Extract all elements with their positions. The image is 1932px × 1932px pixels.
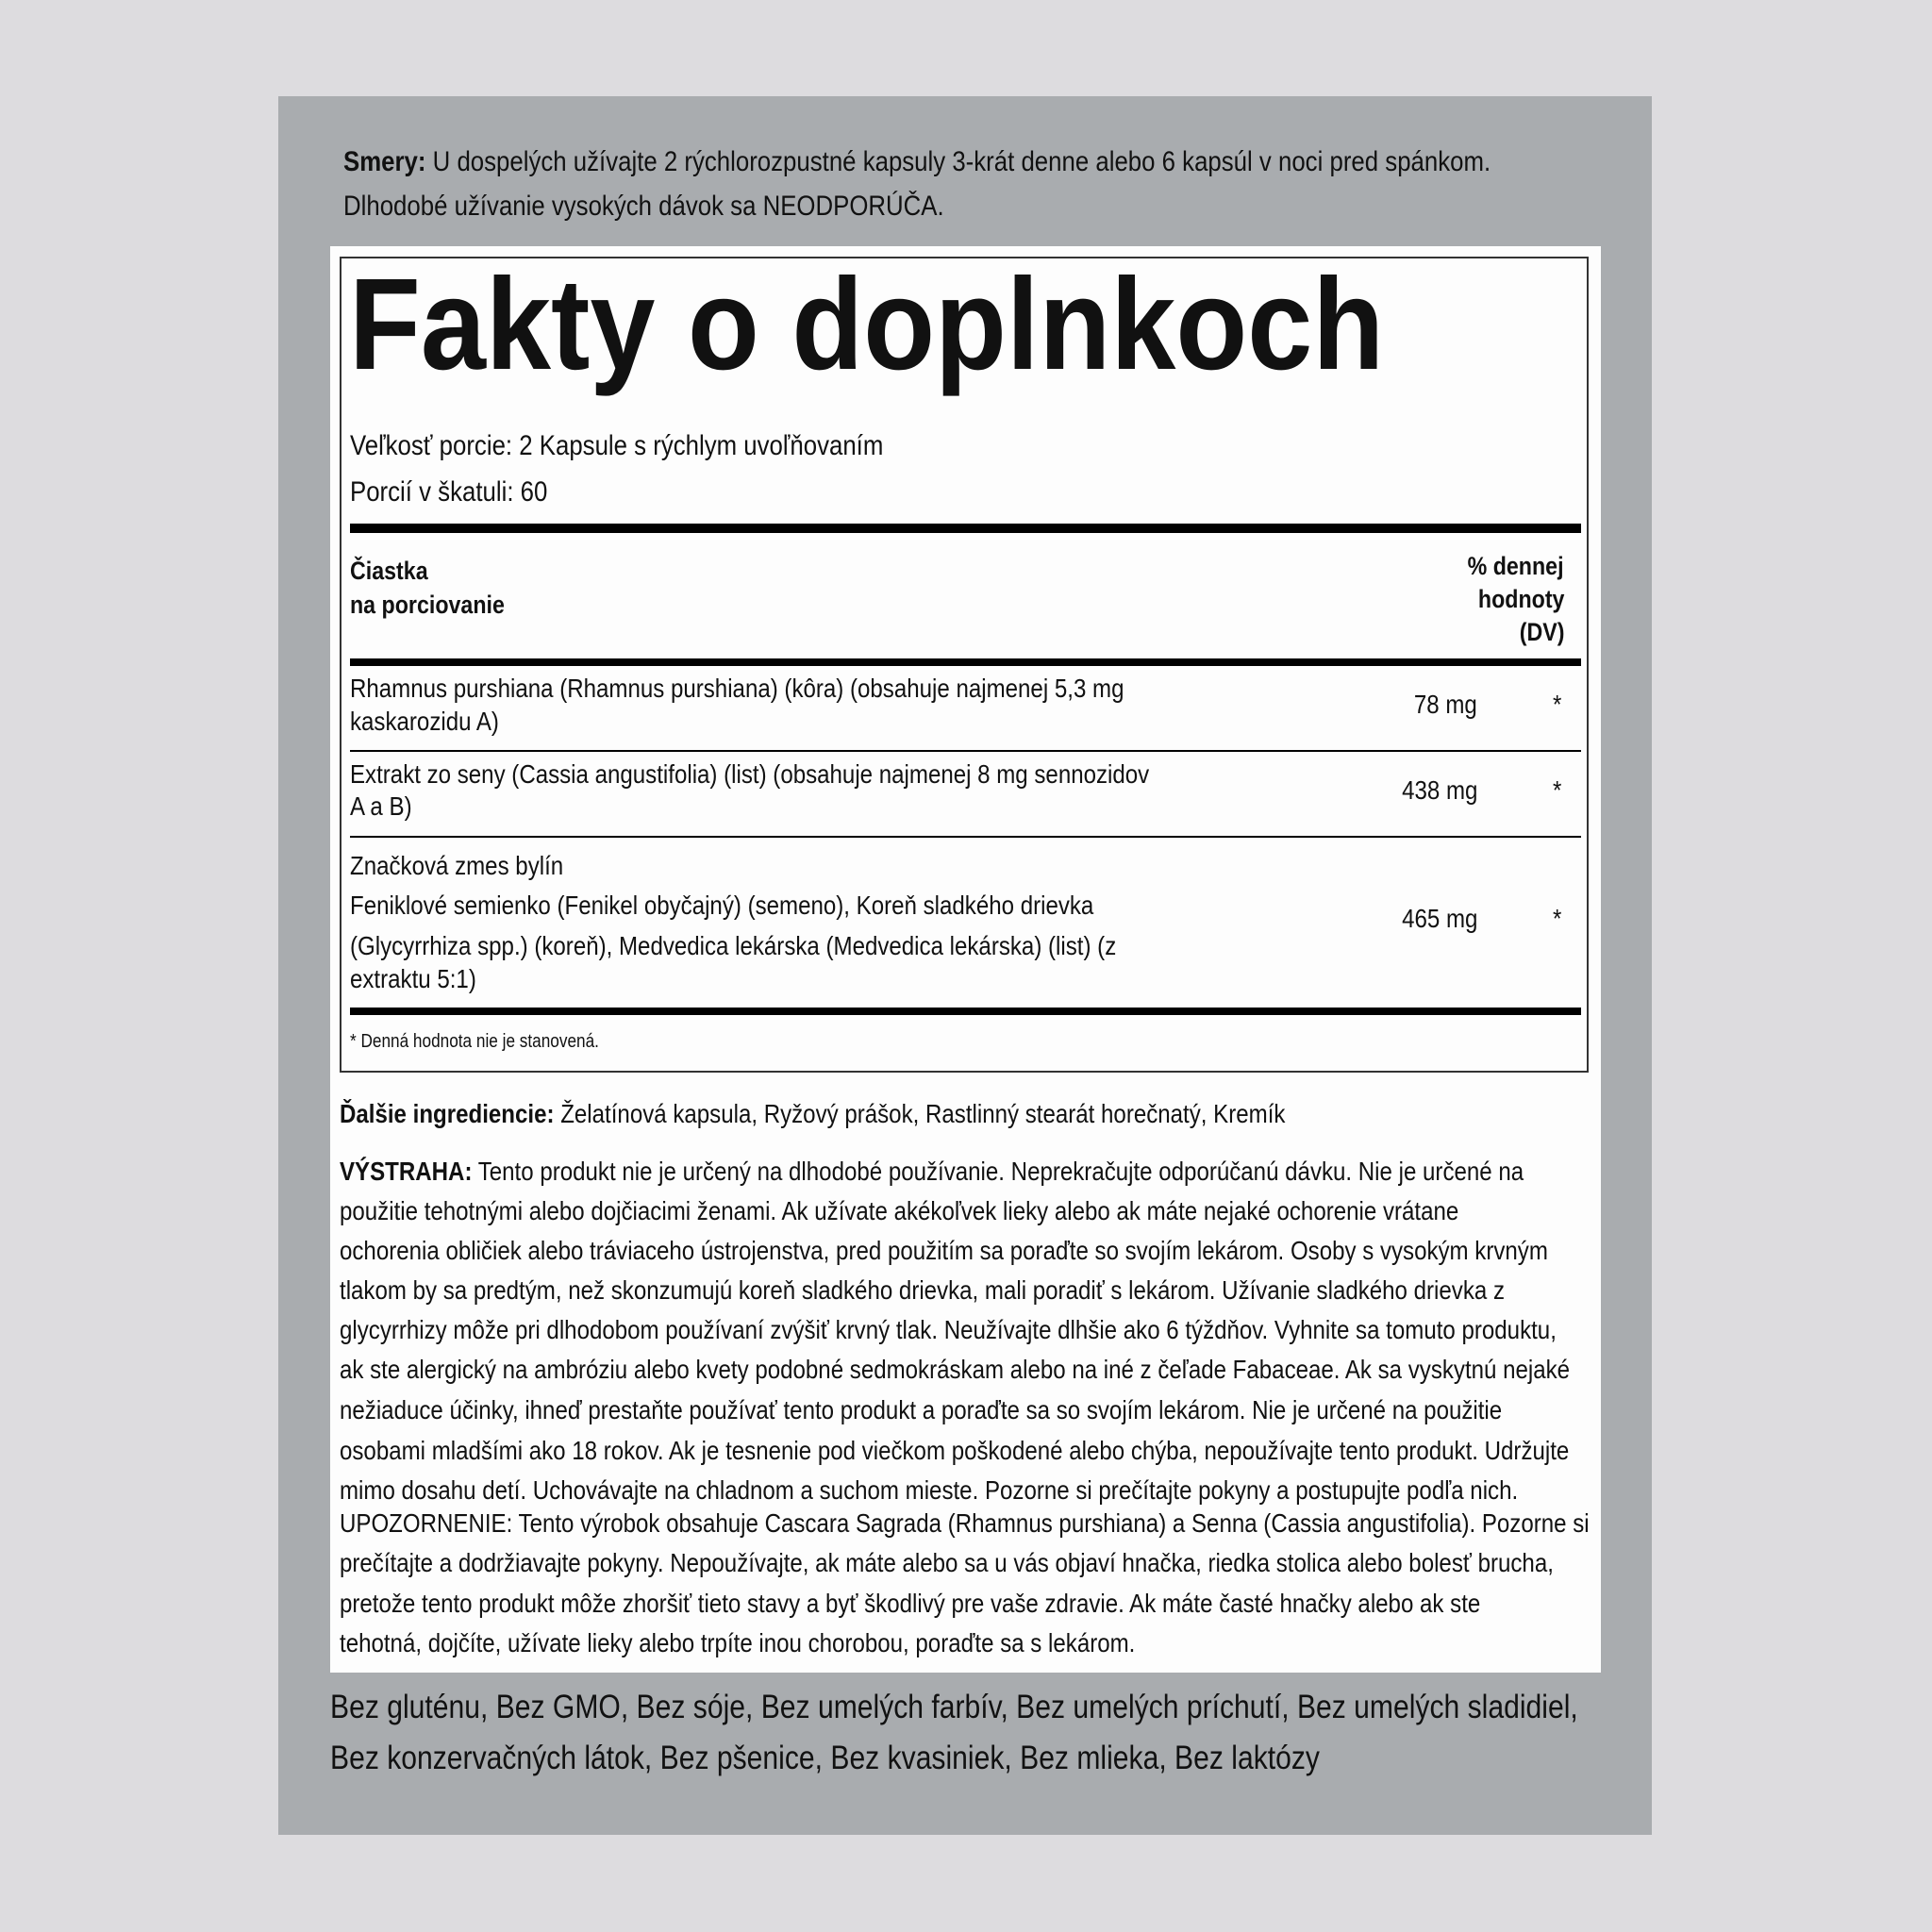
header-dv-2: hodnoty <box>1477 585 1564 613</box>
warning-line: glycyrrhizy môže pri dlhodobom používaní zvýšiť krvný tlak. Neužívajte dlhšie ako 6 týždňov. Vyhnite sa tomuto produktu, <box>340 1315 1557 1344</box>
row-3-amount: 465 mg <box>1401 904 1477 933</box>
directions-line-2: Dlhodobé užívanie vysokých dávok sa NEODPORÚČA. <box>343 191 944 222</box>
thick-divider <box>350 524 1581 533</box>
row-3-line-4: extraktu 5:1) <box>350 964 476 993</box>
warning-label: VÝSTRAHA: <box>340 1157 473 1186</box>
warning-line: mimo dosahu detí. Uchovávajte na chladnom a suchom mieste. Pozorne si prečítajte pokyny a postupujte podľa nich. <box>340 1475 1519 1505</box>
directions-label: Smery: <box>343 146 426 177</box>
directions-text: U dospelých užívajte 2 rýchlorozpustné kapsuly 3-krát denne alebo 6 kapsúl v noci pred spánkom. <box>432 146 1491 177</box>
warning-line: prečítajte a dodržiavajte pokyny. Nepoužívajte, ak máte alebo sa u vás objaví hnačka, riedka stolica alebo bolesť brucha, <box>340 1548 1554 1577</box>
facts-title: Fakty o doplnkoch <box>349 252 1385 397</box>
footnote: * Denná hodnota nie je stanovená. <box>350 1031 599 1052</box>
thick-divider <box>350 1008 1581 1015</box>
warning-text: Tento produkt nie je určený na dlhodobé používanie. Neprekračujte odporúčanú dávku. Nie je určené na <box>477 1157 1524 1186</box>
row-1-dv: * <box>1553 690 1562 719</box>
warning-line: ak ste alergický na ambróziu alebo kvety podobné sedmokráskam alebo na iné z čeľade Fabaceae. Ak sa vyskytnú nejaké <box>340 1355 1571 1384</box>
row-divider <box>350 750 1581 752</box>
row-3-line-2: Feniklové semienko (Fenikel obyčajný) (semeno), Koreň sladkého drievka <box>350 891 1094 920</box>
row-1-line-2: kaskarozidu A) <box>350 707 499 736</box>
header-amount-1: Čiastka <box>350 557 428 585</box>
other-ingredients-text: Želatínová kapsula, Ryžový prášok, Rastlinný stearát horečnatý, Kremík <box>560 1099 1286 1128</box>
serving-size: Veľkosť porcie: 2 Kapsule s rýchlym uvoľňovaním <box>350 430 884 461</box>
warning-line: pretože tento produkt môže zhoršiť tieto stavy a byť škodlivý pre vaše zdravie. Ak máte časté hnačky alebo ak ste <box>340 1589 1481 1618</box>
warning-line <box>340 1158 1524 1185</box>
other-ingredients-label: Ďalšie ingrediencie: <box>340 1099 555 1128</box>
thick-divider <box>350 658 1581 666</box>
row-3-dv: * <box>1553 904 1562 933</box>
row-2-amount: 438 mg <box>1401 775 1477 805</box>
warning-line: ochorenia obličiek alebo tráviaceho ústrojenstva, pred použitím sa poraďte so svojím lekárom. Osoby s vysokým krvným <box>340 1236 1548 1265</box>
warning-line: osobami mladšími ako 18 rokov. Ak je tesnenie pod viečkom poškodené alebo chýba, nepoužívajte tento produkt. Udržujte <box>340 1436 1570 1465</box>
row-1-amount: 78 mg <box>1414 690 1477 719</box>
header-dv-3: (DV) <box>1519 618 1564 646</box>
header-amount-2: na porciovanie <box>350 591 505 619</box>
free-from-line-2: Bez konzervačných látok, Bez pšenice, Bez kvasiniek, Bez mlieka, Bez laktózy <box>330 1740 1320 1776</box>
header-dv-1: % dennej <box>1468 552 1564 580</box>
warning-line: nežiaduce účinky, ihneď prestaňte používať tento produkt a poraďte sa so svojím lekárom. Nie je určené na použitie <box>340 1395 1503 1424</box>
row-2-line-2: A a B) <box>350 791 412 821</box>
row-1-line-1: Rhamnus purshiana (Rhamnus purshiana) (kôra) (obsahuje najmenej 5,3 mg <box>350 674 1124 703</box>
warning-line: tehotná, dojčíte, užívate lieky alebo trpíte inou chorobou, poraďte sa s lekárom. <box>340 1628 1136 1657</box>
servings-per-container: Porcií v škatuli: 60 <box>350 476 548 508</box>
other-ingredients <box>340 1101 1285 1127</box>
row-2-line-1: Extrakt zo seny (Cassia angustifolia) (list) (obsahuje najmenej 8 mg sennozidov <box>350 759 1150 789</box>
row-3-line-1: Značková zmes bylín <box>350 851 564 880</box>
warning-line: použitie tehotnými alebo dojčiacimi ženami. Ak užívate akékoľvek lieky alebo ak máte nejaké ochorenie vrátane <box>340 1196 1459 1225</box>
row-2-dv: * <box>1553 775 1562 805</box>
row-divider <box>350 836 1581 838</box>
directions-line-1 <box>343 148 1491 176</box>
row-3-line-3: (Glycyrrhiza spp.) (koreň), Medvedica lekárska (Medvedica lekárska) (list) (z <box>350 931 1117 960</box>
warning-line: tlakom by sa predtým, než skonzumujú koreň sladkého drievka, mali poradiť s lekárom. Užívanie sladkého drievka z <box>340 1275 1506 1305</box>
free-from-line-1: Bez gluténu, Bez GMO, Bez sóje, Bez umelých farbív, Bez umelých príchutí, Bez umelých sladidiel, <box>330 1689 1578 1725</box>
warning-line: UPOZORNENIE: Tento výrobok obsahuje Cascara Sagrada (Rhamnus purshiana) a Senna (Cassia angustifolia). Pozorne si <box>340 1508 1590 1538</box>
